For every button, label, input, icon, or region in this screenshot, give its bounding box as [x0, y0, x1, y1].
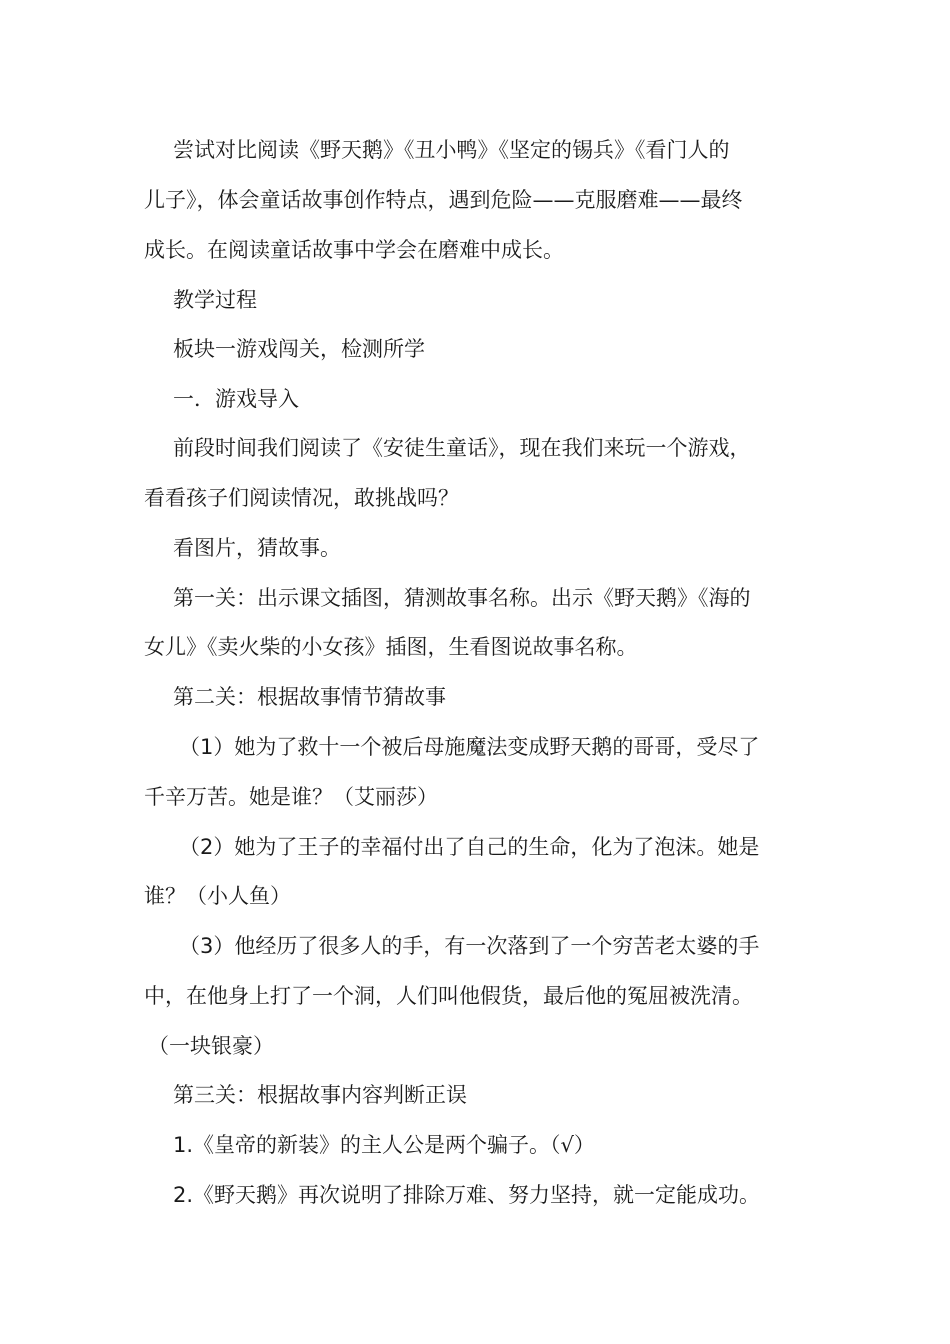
paragraph-intro-line-1: 尝试对比阅读《野天鹅》《丑小鸭》《坚定的锡兵》《看门人的 [173, 138, 730, 162]
question-3-line-1: （3）他经历了很多人的手，有一次落到了一个穷苦老太婆的手 [179, 934, 760, 958]
true-false-item-1: 1.《皇帝的新装》的主人公是两个骗子。（√） [173, 1133, 595, 1157]
question-1-line-2: 千辛万苦。她是谁？（艾丽莎） [144, 785, 438, 809]
paragraph-level-three: 第三关：根据故事内容判断正误 [173, 1083, 467, 1107]
question-2-line-2: 谁？（小人鱼） [144, 884, 291, 908]
paragraph-level-two: 第二关：根据故事情节猜故事 [173, 685, 446, 709]
paragraph-game-line-2: 看看孩子们阅读情况，敢挑战吗？ [144, 486, 459, 510]
paragraph-level-one-line-1: 第一关：出示课文插图，猜测故事名称。出示《野天鹅》《海的 [173, 586, 751, 610]
paragraph-game-line-1: 前段时间我们阅读了《安徒生童话》，现在我们来玩一个游戏， [173, 436, 751, 460]
heading-block-one: 板块一游戏闯关，检测所学 [173, 337, 425, 361]
paragraph-intro-line-3: 成长。在阅读童话故事中学会在磨难中成长。 [144, 238, 564, 262]
question-1-line-1: （1）她为了救十一个被后母施魔法变成野天鹅的哥哥，受尽了 [179, 735, 760, 759]
question-2-line-1: （2）她为了王子的幸福付出了自己的生命，化为了泡沫。她是 [179, 835, 760, 859]
heading-teaching-process: 教学过程 [173, 288, 257, 312]
heading-game-intro: 一．游戏导入 [173, 387, 299, 411]
true-false-item-2: 2.《野天鹅》再次说明了排除万难、努力坚持，就一定能成功。 [173, 1183, 761, 1207]
paragraph-look-pictures: 看图片，猜故事。 [173, 536, 341, 560]
question-3-line-3: （一块银豪） [148, 1034, 274, 1058]
paragraph-intro-line-2: 儿子》，体会童话故事创作特点，遇到危险——克服磨难——最终 [144, 188, 743, 212]
question-3-line-2: 中，在他身上打了一个洞，人们叫他假货，最后他的冤屈被洗清。 [144, 984, 753, 1008]
paragraph-level-one-line-2: 女儿》《卖火柴的小女孩》插图，生看图说故事名称。 [144, 635, 638, 659]
